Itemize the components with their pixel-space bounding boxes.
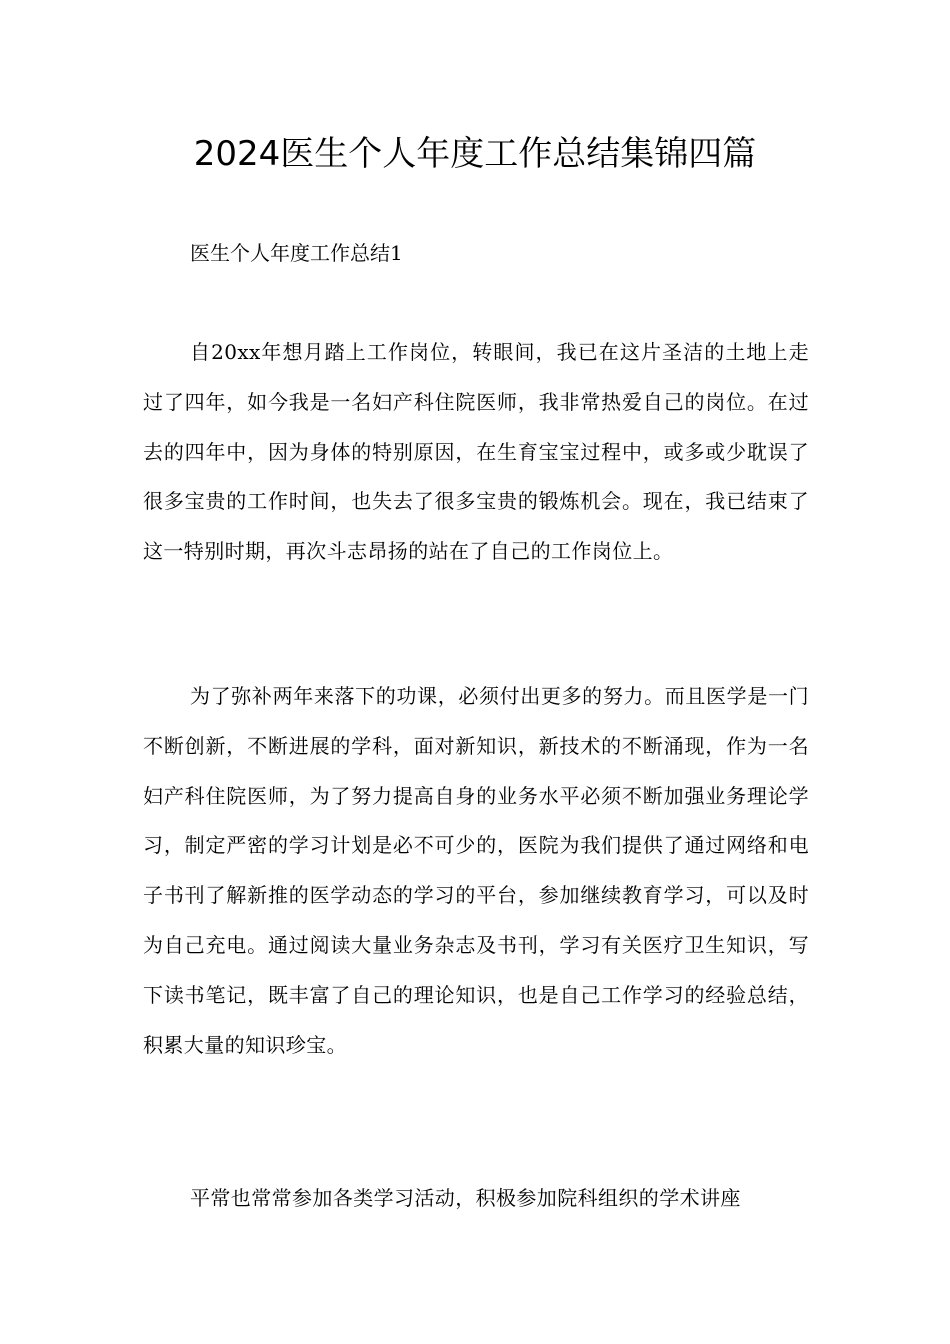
paragraph-1: 自20xx年想月踏上工作岗位，转眼间，我已在这片圣洁的土地上走过了四年，如今我是一名妇产科住院医师，我非常热爱自己的岗位。在过去的四年中，因为身体的特别原因，在生育宝宝过程中，或多或少耽误了很多宝贵的工作时间，也失去了很多宝贵的锻炼机会。现在，我已结束了这一特别时期，再次斗志昂扬的站在了自己的工作岗位上。 [143,340,809,564]
document-title: 2024医生个人年度工作总结集锦四篇 [193,134,757,174]
section-heading: 医生个人年度工作总结1 [190,241,403,265]
paragraph-3: 平常也常常参加各类学习活动，积极参加院科组织的学术讲座 [190,1186,741,1210]
paragraph-2: 为了弥补两年来落下的功课，必须付出更多的努力。而且医学是一门不断创新，不断进展的学科，面对新知识，新技术的不断涌现，作为一名妇产科住院医师，为了努力提高自身的业务水平必须不断加强业务理论学习，制定严密的学习计划是必不可少的，医院为我们提供了通过网络和电子书刊了解新推的医学动态的学习的平台，参加继续教育学习，可以及时为自己充电。通过阅读大量业务杂志及书刊，学习有关医疗卫生知识，写下读书笔记，既丰富了自己的理论知识，也是自己工作学习的经验总结，积累大量的知识珍宝。 [143,684,809,1057]
